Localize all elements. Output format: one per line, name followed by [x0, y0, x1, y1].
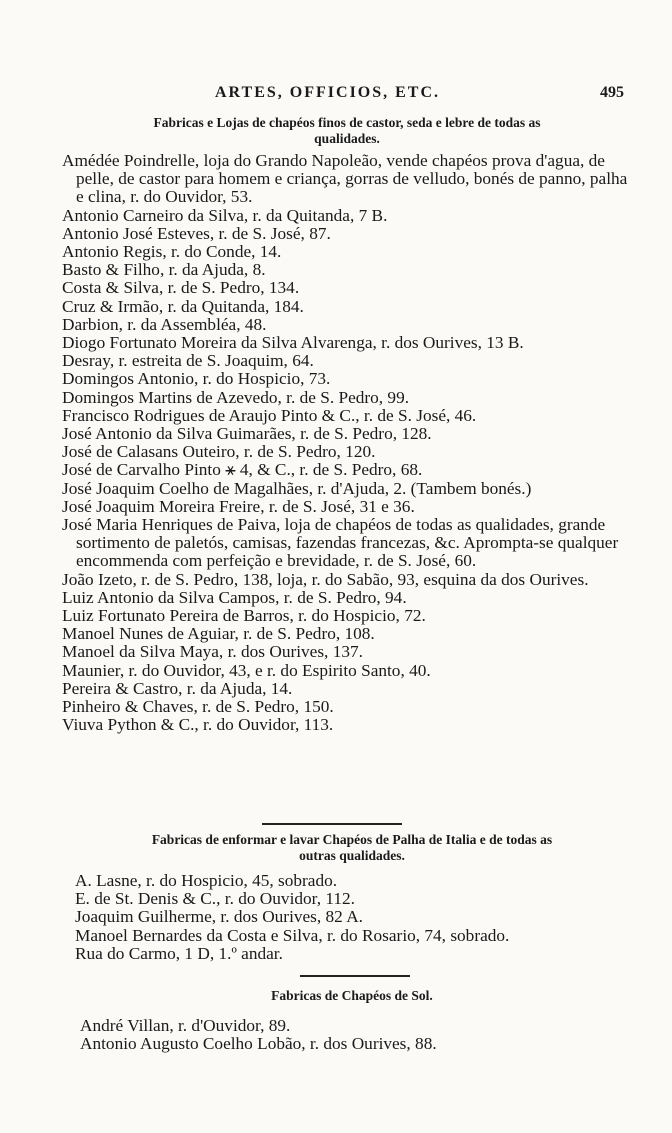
list-item: José de Calasans Outeiro, r. de S. Pedro, 120. — [62, 442, 376, 462]
running-header — [0, 84, 672, 106]
page-number: 495 — [600, 84, 624, 101]
list-item: Cruz & Irmão, r. da Quitanda, 184. — [62, 296, 304, 316]
list-item: José Joaquim Coelho de Magalhães, r. d'Ajuda, 2. (Tambem bonés.) — [62, 478, 532, 498]
list-item: Manoel Nunes de Aguiar, r. de S. Pedro, 108. — [62, 624, 375, 644]
section-title-line: outras qualidades. — [299, 848, 405, 863]
list-item: José Antonio da Silva Guimarães, r. de S. Pedro, 128. — [62, 424, 432, 444]
straw-hat-factories-list — [75, 872, 635, 963]
section-divider — [300, 975, 410, 977]
list-item: José Maria Henriques de Paiva, loja de chapéos de todas as qualidades, grande sortimento de paletós, camisas, fazendas francezas, &c. Aprompta-se qualquer encommenda com perfeição e brevidade, r. de S. José, 60. — [62, 515, 619, 571]
list-item: André Villan, r. d'Ouvidor, 89. — [80, 1016, 291, 1035]
section-divider — [262, 823, 402, 825]
list-item: Amédée Poindrelle, loja do Grando Napoleão, vende chapéos prova d'agua, de pelle, de castor para homem e criança, gorras de velludo, bonés de panno, palha e clina, r. do Ouvidor, 53. — [62, 151, 628, 207]
list-item: Darbion, r. da Assembléa, 48. — [62, 314, 267, 334]
section-title-straw-hat-factories — [72, 832, 632, 864]
list-item: Rua do Carmo, 1 D, 1.º andar. — [75, 943, 283, 963]
list-item: Luiz Antonio da Silva Campos, r. de S. Pedro, 94. — [62, 587, 407, 607]
list-item: Manoel da Silva Maya, r. dos Ourives, 137. — [62, 642, 363, 662]
section-title-line: Fabricas e Lojas de chapéos finos de castor, seda e lebre de todas as — [153, 115, 541, 130]
list-item: Manoel Bernardes da Costa e Silva, r. do Rosario, 74, sobrado. — [75, 925, 510, 945]
list-item: A. Lasne, r. do Hospicio, 45, sobrado. — [75, 871, 338, 890]
list-item: Antonio Regis, r. do Conde, 14. — [62, 242, 282, 262]
list-item: Antonio José Esteves, r. de S. José, 87. — [62, 223, 331, 243]
section-title-line: Fabricas de enformar e lavar Chapéos de Palha de Italia e de todas as — [151, 832, 553, 847]
header-title: ARTES, OFFICIOS, ETC. — [215, 84, 441, 101]
list-item: Antonio Augusto Coelho Lobão, r. dos Ourives, 88. — [80, 1034, 437, 1054]
list-item: Desray, r. estreita de S. Joaquim, 64. — [62, 351, 314, 371]
list-item: Domingos Martins de Azevedo, r. de S. Pedro, 99. — [62, 387, 410, 407]
list-item: Costa & Silva, r. de S. Pedro, 134. — [62, 278, 300, 298]
list-item: Luiz Fortunato Pereira de Barros, r. do Hospicio, 72. — [62, 606, 426, 626]
list-item: Pinheiro & Chaves, r. de S. Pedro, 150. — [62, 697, 334, 717]
list-item: Maunier, r. do Ouvidor, 43, e r. do Espirito Santo, 40. — [62, 660, 431, 680]
list-item: Basto & Filho, r. da Ajuda, 8. — [62, 260, 266, 280]
umbrella-factories-list — [80, 1017, 635, 1053]
section-title-umbrella-factories — [72, 988, 632, 1004]
section-title-hat-shops — [62, 115, 632, 147]
list-item: João Izeto, r. de S. Pedro, 138, loja, r. do Sabão, 93, esquina da dos Ourives. — [62, 569, 589, 589]
list-item: Francisco Rodrigues de Araujo Pinto & C., r. de S. José, 46. — [62, 405, 477, 425]
list-item: Joaquim Guilherme, r. dos Ourives, 82 A. — [75, 907, 363, 927]
list-item: Antonio Carneiro da Silva, r. da Quitanda, 7 B. — [62, 205, 388, 225]
list-item: José de Carvalho Pinto ⚹ 4, & C., r. de S. Pedro, 68. — [62, 460, 423, 480]
list-item: Domingos Antonio, r. do Hospicio, 73. — [62, 369, 331, 389]
hat-shops-list — [62, 152, 634, 735]
section-title-line: qualidades. — [314, 131, 380, 146]
list-item: Diogo Fortunato Moreira da Silva Alvarenga, r. dos Ourives, 13 B. — [62, 333, 524, 353]
list-item: Pereira & Castro, r. da Ajuda, 14. — [62, 678, 293, 698]
list-item: José Joaquim Moreira Freire, r. de S. José, 31 e 36. — [62, 496, 415, 516]
list-item: E. de St. Denis & C., r. do Ouvidor, 112. — [75, 889, 355, 909]
section-title-line: Fabricas de Chapéos de Sol. — [271, 988, 433, 1003]
list-item: Viuva Python & C., r. do Ouvidor, 113. — [62, 715, 334, 735]
